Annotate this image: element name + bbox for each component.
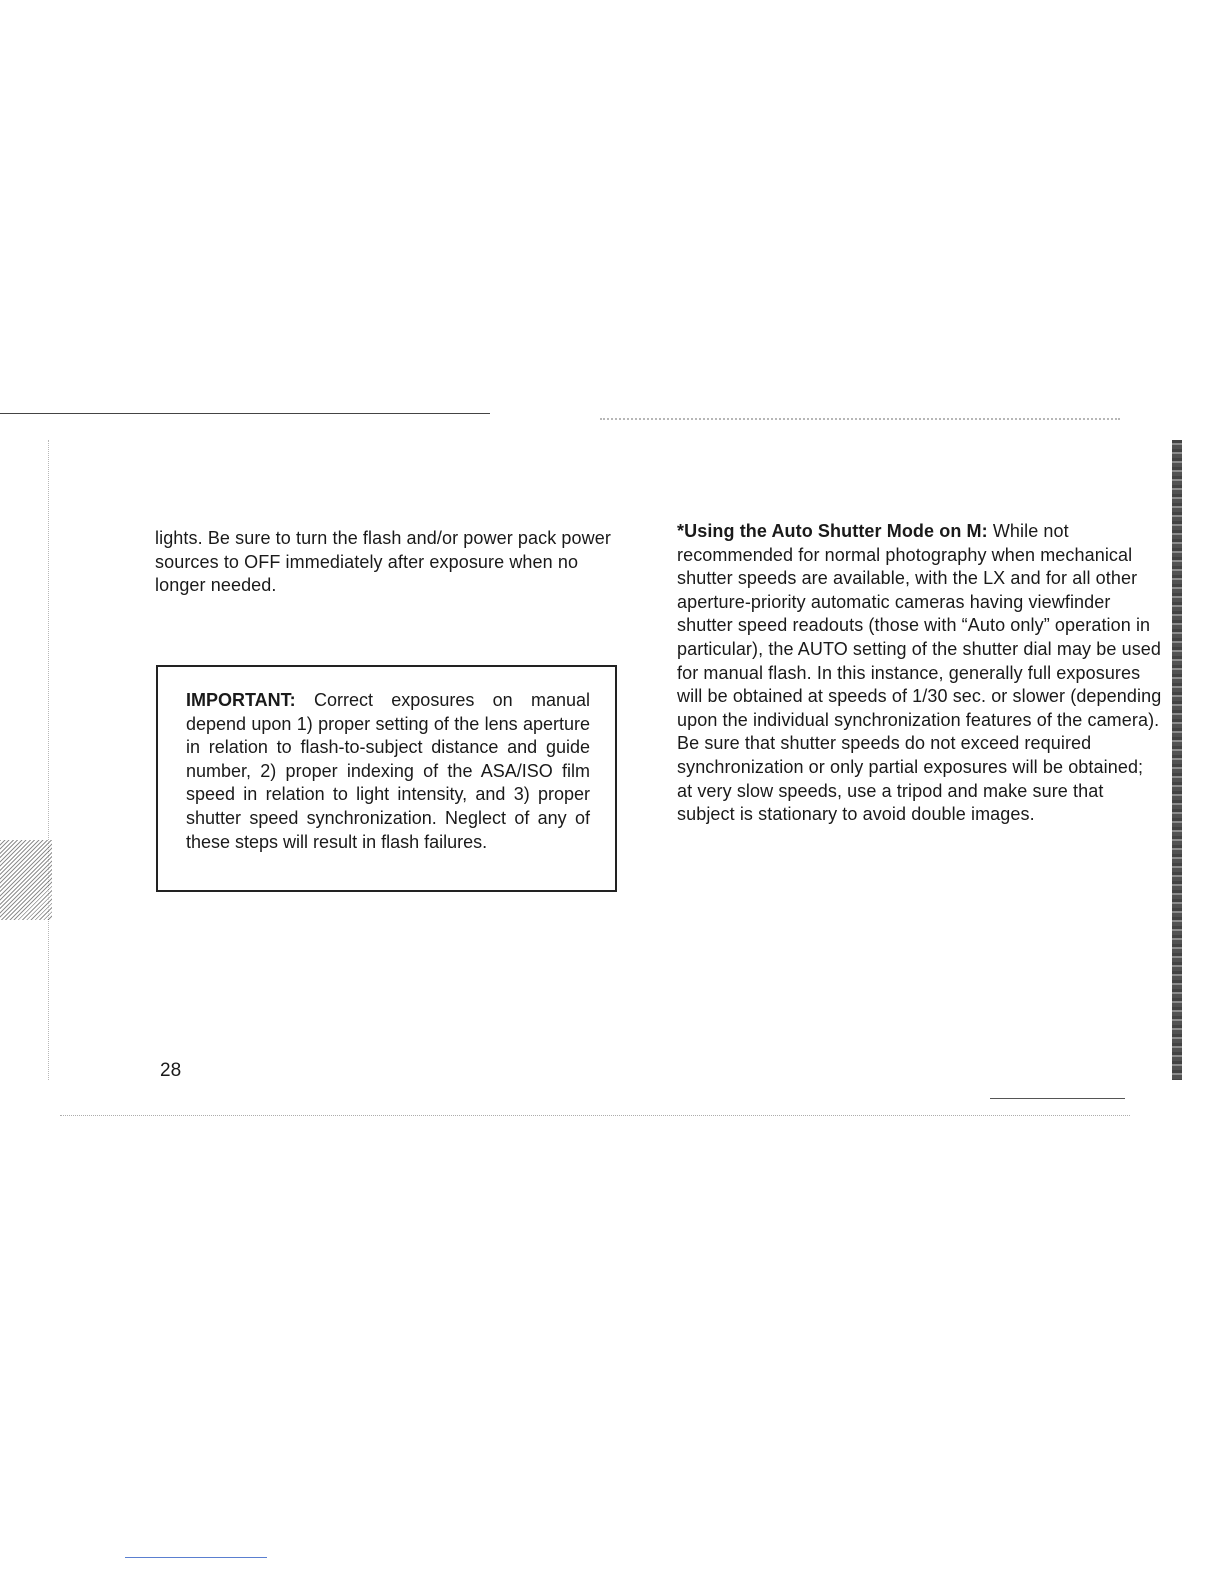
right-paragraph-block xyxy=(677,520,1162,827)
bottom-rule xyxy=(990,1098,1125,1099)
bottom-rule-faint xyxy=(60,1115,1130,1116)
right-edge-artifact xyxy=(1172,440,1182,1080)
left-paragraph: lights. Be sure to turn the flash and/or power pack power sources to OFF immediately after exposure when no longer needed. xyxy=(155,528,611,596)
top-rule-faint xyxy=(600,418,1120,420)
important-label: IMPORTANT: xyxy=(186,690,296,710)
important-text-block xyxy=(186,689,590,854)
top-rule xyxy=(0,413,490,414)
left-edge-halftone xyxy=(0,840,52,920)
left-edge-artifact xyxy=(48,440,49,1080)
auto-shutter-heading: *Using the Auto Shutter Mode on M: xyxy=(677,521,988,541)
bottom-blue-line xyxy=(125,1557,267,1558)
page-number: 28 xyxy=(160,1060,182,1081)
important-body: Correct exposures on manual depend upon 1) proper setting of the lens aperture in relation to flash-to-subject distance and guide number, 2) proper indexing of the ASA/ISO film speed in relation to light intensity, and 3) proper shutter speed synchronization. Neglect of any of these steps will result in flash failures. xyxy=(186,690,590,852)
right-column xyxy=(677,520,1162,827)
important-box xyxy=(156,665,617,892)
auto-shutter-body: While not recommended for normal photography when mechanical shutter speeds are available, with the LX and for all other aperture-priority automatic cameras having viewfinder shutter speed readouts (those with “Auto only” operation in particular), the AUTO setting of the shutter dial may be used for manual flash. In this instance, generally full exposures will be obtained at speeds of 1/30 sec. or slower (depending upon the individual synchronization features of the camera). Be sure that shutter speeds do not exceed required synchronization or only partial exposures will be obtained; at very slow speeds, use a tripod and make sure that subject is stationary to avoid double images. xyxy=(677,521,1162,825)
left-column xyxy=(155,527,625,598)
